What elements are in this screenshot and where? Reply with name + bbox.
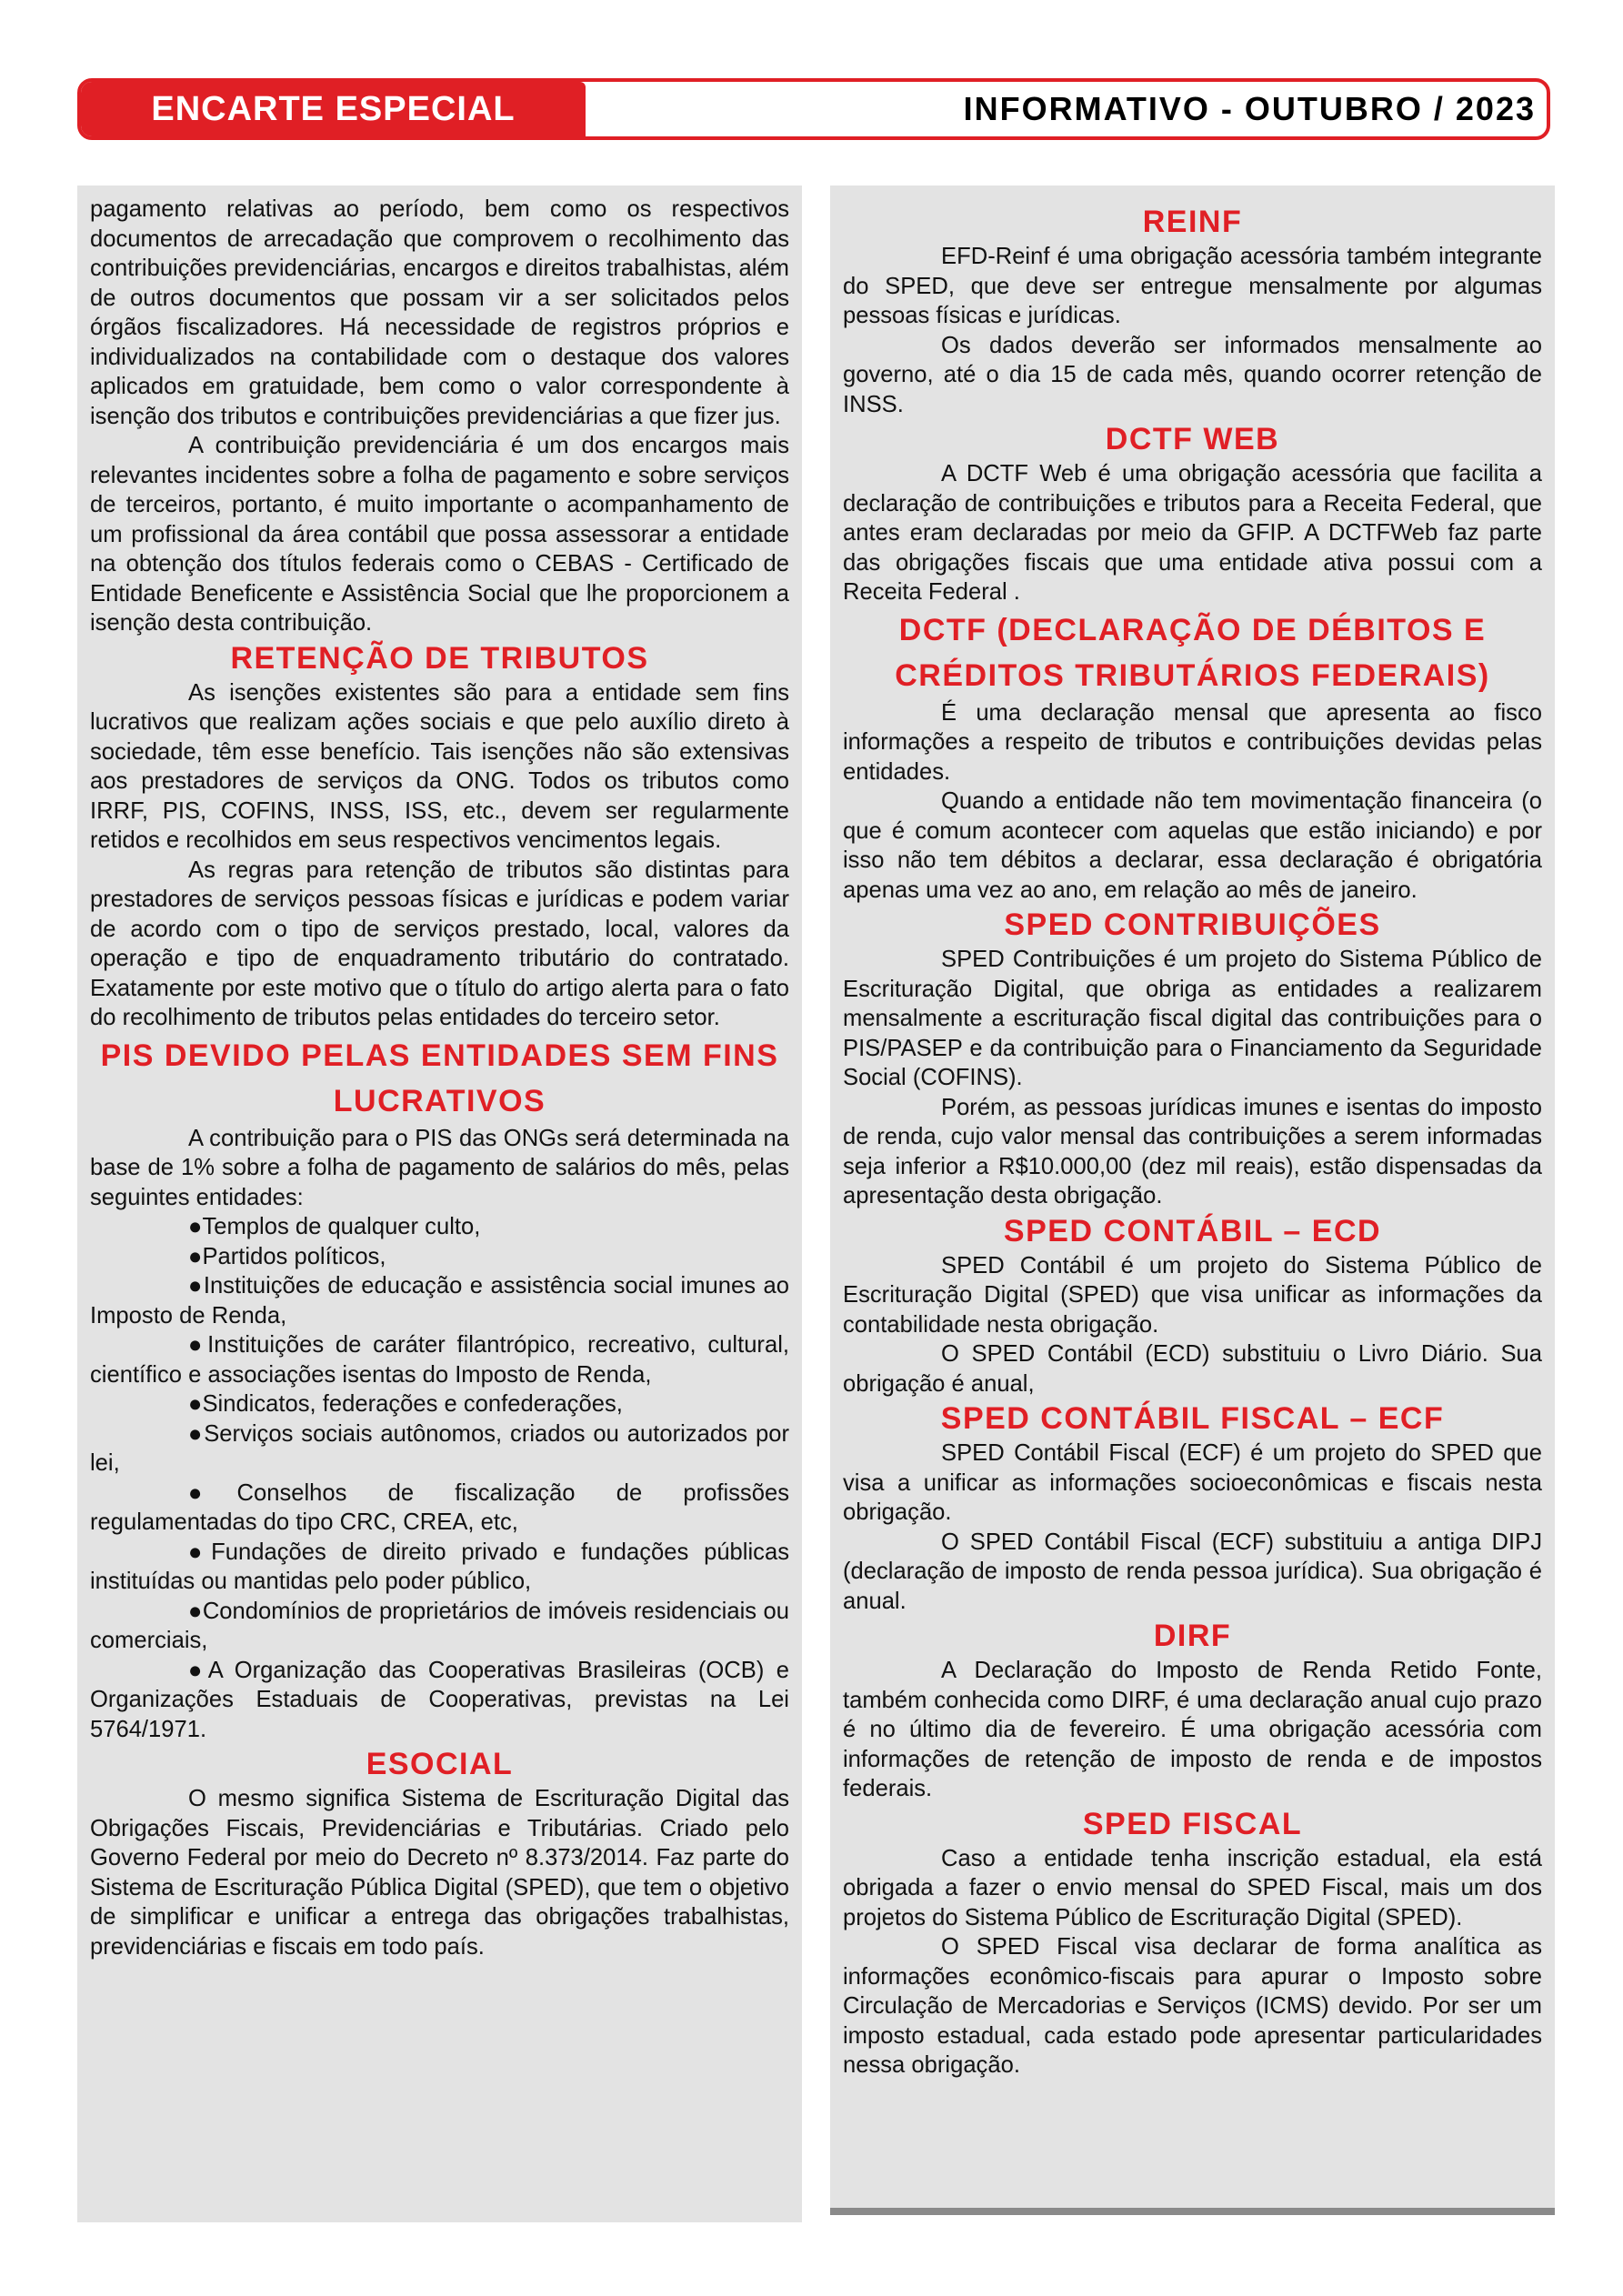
heading-sped-fiscal: SPED FISCAL: [1082, 1806, 1303, 1841]
paragraph-sped-fiscal-1: Caso a entidade tenha inscrição estadual, ela está obrigada a fazer o envio mensal do SPED Fiscal, mais um dos projetos do Sistema Público de Escrituração Digital (SPED).: [843, 1845, 1542, 1930]
paragraph-sped-contribuicoes-1: SPED Contribuições é um projeto do Sistema Público de Escrituração Digital, que obriga as entidades a realizarem mensalmente a escrituração fiscal digital das contribuições para o PIS/PASEP e da contribuição para o Financiamento da Seguridade Social (COFINS).: [843, 947, 1542, 1090]
paragraph-sped-fiscal-2: O SPED Fiscal visa declarar de forma analítica as informações econômico-fiscais para apurar o Imposto sobre Circulação de Mercadorias e Serviços (ICMS) devido. Por ser um imposto estadual, cada estado pode apresentar particularidades nessa obrigação.: [843, 1934, 1542, 2078]
heading-pis: PIS DEVIDO PELAS ENTIDADES SEM FINS LUCRATIVOS: [100, 1038, 779, 1118]
paragraph-contribuicao: A contribuição previdenciária é um dos encargos mais relevantes incidentes sobre a folha de pagamento e sobre serviços de terceiros, portanto, é muito importante o acompanhamento de um profissional da área contábil que possa assessorar a entidade na obtenção dos títulos federais como o CEBAS - Certificado de Entidade Beneficente e Assistência Social que lhe proporcionem a isenção desta contribuição.: [90, 433, 789, 636]
paragraph-intro: pagamento relativas ao período, bem como os respectivos documentos de arrecadação que comprovem o recolhimento das contribuições previdenciárias, encargos e direitos trabalhistas, além de outros documentos que possam vir a ser solicitados pelos órgãos fiscalizadores. Há necessidade de registros próprios e individualizados na contabilidade com o destaque dos valores aplicados em gratuidade, bem como o valor correspondente à isenção dos tributos e contribuições previdenciárias a que fizer jus.: [90, 196, 789, 429]
heading-dirf: DIRF: [1153, 1619, 1232, 1653]
list-item: ●Partidos políticos,: [188, 1243, 386, 1269]
list-item: ●Instituições de caráter filantrópico, recreativo, cultural, científico e associações isentas do Imposto de Renda,: [90, 1332, 789, 1388]
paragraph-dctf-web: A DCTF Web é uma obrigação acessória que facilita a declaração de contribuições e tributos para a Receita Federal, que antes eram declaradas por meio da GFIP. A DCTFWeb faz parte das obrigações fiscais que uma entidade ativa possui com a Receita Federal .: [843, 461, 1542, 605]
heading-sped-contabil-ecf: SPED CONTÁBIL FISCAL – ECF: [940, 1401, 1445, 1436]
newsletter-title: INFORMATIVO - OUTUBRO / 2023: [963, 90, 1536, 127]
paragraph-reinf-2: Os dados deverão ser informados mensalmente ao governo, até o dia 15 de cada mês, quando ocorrer retenção de INSS.: [843, 332, 1542, 417]
list-item: ●Conselhos de fiscalização de profissões regulamentadas do tipo CRC, CREA, etc,: [90, 1479, 789, 1535]
heading-esocial: ESOCIAL: [366, 1747, 514, 1781]
heading-dctf: DCTF (DECLARAÇÃO DE DÉBITOS E CRÉDITOS TRIBUTÁRIOS FEDERAIS): [895, 612, 1490, 693]
heading-dctf-web: DCTF WEB: [1105, 422, 1280, 456]
paragraph-sped-contribuicoes-2: Porém, as pessoas jurídicas imunes e isentas do imposto de renda, cujo valor mensal das contribuições a serem informadas seja inferior a R$10.000,00 (dez mil reais), estão dispensadas da apresentação desta obrigação.: [843, 1094, 1542, 1208]
left-column: [77, 185, 802, 2222]
paragraph-dirf: A Declaração do Imposto de Renda Retido Fonte, também conhecida como DIRF, é uma declaração anual cujo prazo é no último dia de fevereiro. É uma obrigação acessória com informações de retenção de imposto de renda e de impostos federais.: [843, 1658, 1542, 1801]
paragraph-ecf-1: SPED Contábil Fiscal (ECF) é um projeto do SPED que visa a unificar as informações socioeconômicas e fiscais nesta obrigação.: [843, 1440, 1542, 1525]
list-item: ●A Organização das Cooperativas Brasileiras (OCB) e Organizações Estaduais de Cooperativas, previstas na Lei 5764/1971.: [90, 1657, 789, 1742]
paragraph-retencao-1: As isenções existentes são para a entidade sem fins lucrativos que realizam ações sociais e que pelo auxílio direto à sociedade, têm esse benefício. Tais isenções não são extensivas aos prestadores de serviços da ONG. Todos os tributos como IRRF, PIS, COFINS, INSS, ISS, etc., devem ser regularmente retidos e recolhidos em seus respectivos vencimentos legais.: [90, 679, 789, 853]
paragraph-reinf-1: EFD-Reinf é uma obrigação acessória também integrante do SPED, que deve ser entregue mensalmente por algumas pessoas físicas e jurídicas.: [843, 244, 1542, 328]
list-item: ●Condomínios de proprietários de imóveis residenciais ou comerciais,: [90, 1598, 789, 1653]
paragraph-esocial: O mesmo significa Sistema de Escrituração Digital das Obrigações Fiscais, Previdenciárias e Tributárias. Criado pelo Governo Federal por meio do Decreto nº 8.373/2014. Faz parte do Sistema de Escrituração Pública Digital (SPED), que tem o objetivo de simplificar e unificar a entrega das obrigações trabalhistas, previdenciárias e fiscais em todo país.: [90, 1786, 789, 1960]
paragraph-dctf-1: É uma declaração mensal que apresenta ao fisco informações a respeito de tributos e contribuições devidas pelas entidades.: [843, 699, 1542, 785]
paragraph-ecd-2: O SPED Contábil (ECD) substituiu o Livro Diário. Sua obrigação é anual,: [843, 1341, 1542, 1397]
list-item: ●Sindicatos, federações e confederações,: [188, 1391, 623, 1417]
heading-reinf: REINF: [1142, 205, 1243, 239]
heading-retencao: RETENÇÃO DE TRIBUTOS: [230, 640, 649, 676]
list-item: ●Serviços sociais autônomos, criados ou autorizados por lei,: [90, 1420, 789, 1476]
list-item: ●Instituições de educação e assistência social imunes ao Imposto de Renda,: [90, 1273, 789, 1328]
section-label: ENCARTE ESPECIAL: [81, 82, 586, 136]
paragraph-ecd-1: SPED Contábil é um projeto do Sistema Público de Escrituração Digital (SPED) que visa unificar as informações da contabilidade nesta obrigação.: [843, 1252, 1542, 1338]
list-item: ●Fundações de direito privado e fundações públicas instituídas ou mantidas pelo poder público,: [90, 1539, 789, 1594]
list-item: ●Templos de qualquer culto,: [188, 1214, 481, 1239]
paragraph-dctf-2: Quando a entidade não tem movimentação financeira (o que é comum acontecer com aquelas que estão iniciando) e por isso não tem débitos a declarar, essa declaração é obrigatória apenas uma vez ao ano, em relação ao mês de janeiro.: [843, 788, 1542, 903]
paragraph-ecf-2: O SPED Contábil Fiscal (ECF) substituiu a antiga DIPJ (declaração de imposto de renda pessoa jurídica). Sua obrigação é anual.: [843, 1529, 1542, 1614]
heading-sped-contribuicoes: SPED CONTRIBUIÇÕES: [1004, 907, 1381, 942]
right-column: [830, 185, 1555, 2215]
heading-sped-contabil-ecd: SPED CONTÁBIL – ECD: [1003, 1213, 1382, 1248]
pis-entity-list: [90, 1212, 789, 1744]
paragraph-retencao-2: As regras para retenção de tributos são distintas para prestadores de serviços pessoas físicas e jurídicas e podem variar de acordo com o tipo de serviços prestado, local, valores da operação e tipo de enquadramento tributário do contratado. Exatamente por este motivo que o título do artigo alerta para o fato do recolhimento de tributos pelas entidades do terceiro setor.: [90, 857, 789, 1030]
page-header: [77, 78, 1550, 140]
paragraph-pis: A contribuição para o PIS das ONGs será determinada na base de 1% sobre a folha de pagamento de salários do mês, pelas seguintes entidades:: [90, 1125, 789, 1210]
